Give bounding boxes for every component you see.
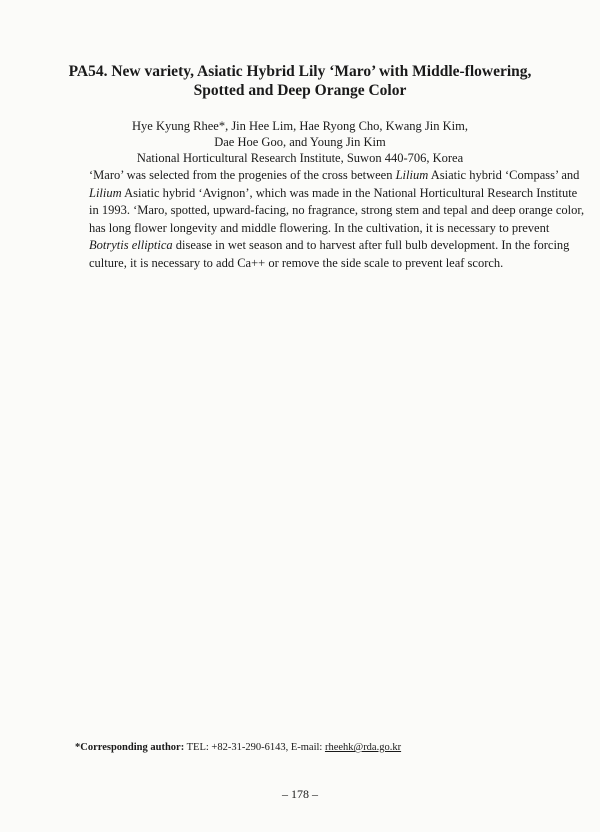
abstract-text: Asiatic hybrid ‘Compass’ and [428,168,580,182]
abstract [89,167,585,273]
genus-name: Lilium [89,185,122,200]
abstract-text: disease in wet season and to harvest after full bulb development. In the forcing [172,238,570,253]
author-list [60,118,540,150]
page-number: – 178 – [282,787,318,801]
abstract-text: ‘Maro’ was selected from the progenies of the cross between [89,168,396,182]
species-name: Botrytis elliptica [89,238,173,253]
abstract-line [89,185,578,203]
footnote-contact: TEL: +82-31-290-6143, E-mail: [184,742,325,753]
abstract-line: in 1993. ‘Maro, spotted, upward-facing, no fragrance, strong stem and tepal and deep orange color, [89,203,585,218]
affiliation: National Horticultural Research Institute, Suwon 440-706, Korea [136,151,464,165]
corresponding-author-footnote [75,741,401,754]
abstract-line [89,237,570,255]
authors-line-2: Dae Hoe Goo, and Young Jin Kim [214,135,386,149]
abstract-text: Asiatic hybrid ‘Avignon’, which was made in the National Horticultural Research Institute [121,185,578,200]
authors-line-1: Hye Kyung Rhee*, Jin Hee Lim, Hae Ryong Cho, Kwang Jin Kim, [132,119,468,133]
footnote-email-link[interactable]: rheehk@rda.go.kr [324,742,402,753]
abstract-line: has long flower longevity and middle flowering. In the cultivation, it is necessary to prevent [89,220,550,235]
genus-name: Lilium [395,168,429,182]
footnote-label: *Corresponding author: [75,742,185,753]
paper-title [60,62,540,100]
title-line-1: PA54. New variety, Asiatic Hybrid Lily ‘Maro’ with Middle-flowering, [68,63,532,80]
abstract-line [89,167,580,185]
abstract-line: culture, it is necessary to add Ca++ or remove the side scale to prevent leaf scorch. [89,255,504,270]
title-line-2: Spotted and Deep Orange Color [193,82,407,99]
